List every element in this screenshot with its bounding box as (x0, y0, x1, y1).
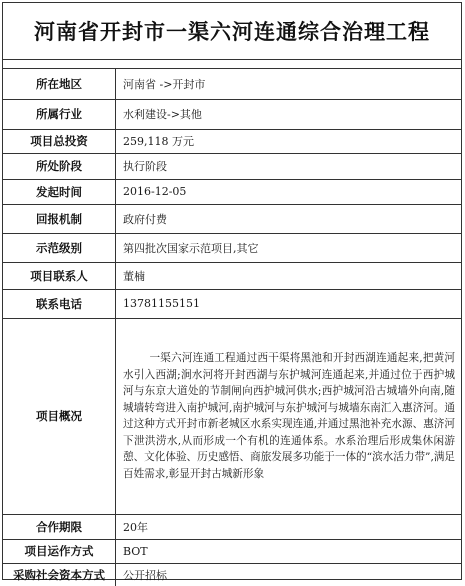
label-procurement: 采购社会资本方式 (3, 563, 116, 586)
label-industry: 所属行业 (3, 99, 116, 129)
row-industry (3, 99, 461, 129)
label-investment: 项目总投资 (3, 129, 116, 153)
row-return-mechanism (3, 204, 461, 233)
label-operation-mode: 项目运作方式 (3, 539, 116, 563)
row-region (3, 69, 461, 99)
label-region: 所在地区 (3, 69, 116, 99)
label-stage: 所处阶段 (3, 153, 116, 179)
row-stage (3, 153, 461, 179)
label-return-mechanism: 回报机制 (3, 204, 116, 233)
label-demo-level: 示范级别 (3, 233, 116, 262)
row-start-date (3, 179, 461, 204)
label-term: 合作期限 (3, 514, 116, 539)
value-operation-mode: BOT (116, 539, 462, 563)
row-term (3, 514, 461, 539)
value-term: 20年 (116, 514, 462, 539)
label-phone: 联系电话 (3, 289, 116, 318)
project-info-table (3, 69, 461, 586)
label-start-date: 发起时间 (3, 179, 116, 204)
value-phone: 13781155151 (116, 289, 462, 318)
title-spacer (3, 60, 461, 69)
value-demo-level: 第四批次国家示范项目,其它 (116, 233, 462, 262)
value-industry: 水利建设->其他 (116, 99, 462, 129)
value-investment: 259,118 万元 (116, 129, 462, 153)
project-info-sheet (2, 2, 462, 580)
page-title: 河南省开封市一渠六河连通综合治理工程 (3, 3, 461, 60)
value-procurement: 公开招标 (123, 568, 167, 582)
value-return-mechanism: 政府付费 (116, 204, 462, 233)
row-investment (3, 129, 461, 153)
label-contact: 项目联系人 (3, 262, 116, 289)
value-contact: 董楠 (116, 262, 462, 289)
label-overview: 项目概况 (3, 318, 116, 514)
row-phone (3, 289, 461, 318)
value-overview: 一渠六河连通工程通过西干渠将黑池和开封西湖连通起来,把黄河水引入西湖;涧水河将开封西湖与东护城河连通起来,并通过位于西护城河与东京大道处的节制闸向西护城河供水;西护城河沿古城墙外向南,随城墙转弯进入南护城河,南护城河与东护城河与城墙东南汇入惠济河。通过这种方式开封市新老城区水系实现连通,并通过黑池补充水源、惠济河下泄洪涝水,从而形成一个有机的连通体系。水系治理后形成集休闲游憩、文化体验、历史感悟、商旅发展多功能于一体的“滨水活力带”,满足百姓需求,彰显开封古城新形象 (123, 352, 456, 480)
value-region: 河南省 ->开封市 (116, 69, 462, 99)
value-start-date: 2016-12-05 (116, 179, 462, 204)
row-operation-mode (3, 539, 461, 563)
row-contact (3, 262, 461, 289)
value-stage: 执行阶段 (116, 153, 462, 179)
row-demo-level (3, 233, 461, 262)
row-overview (3, 318, 461, 514)
value-overview-cell (116, 318, 462, 514)
